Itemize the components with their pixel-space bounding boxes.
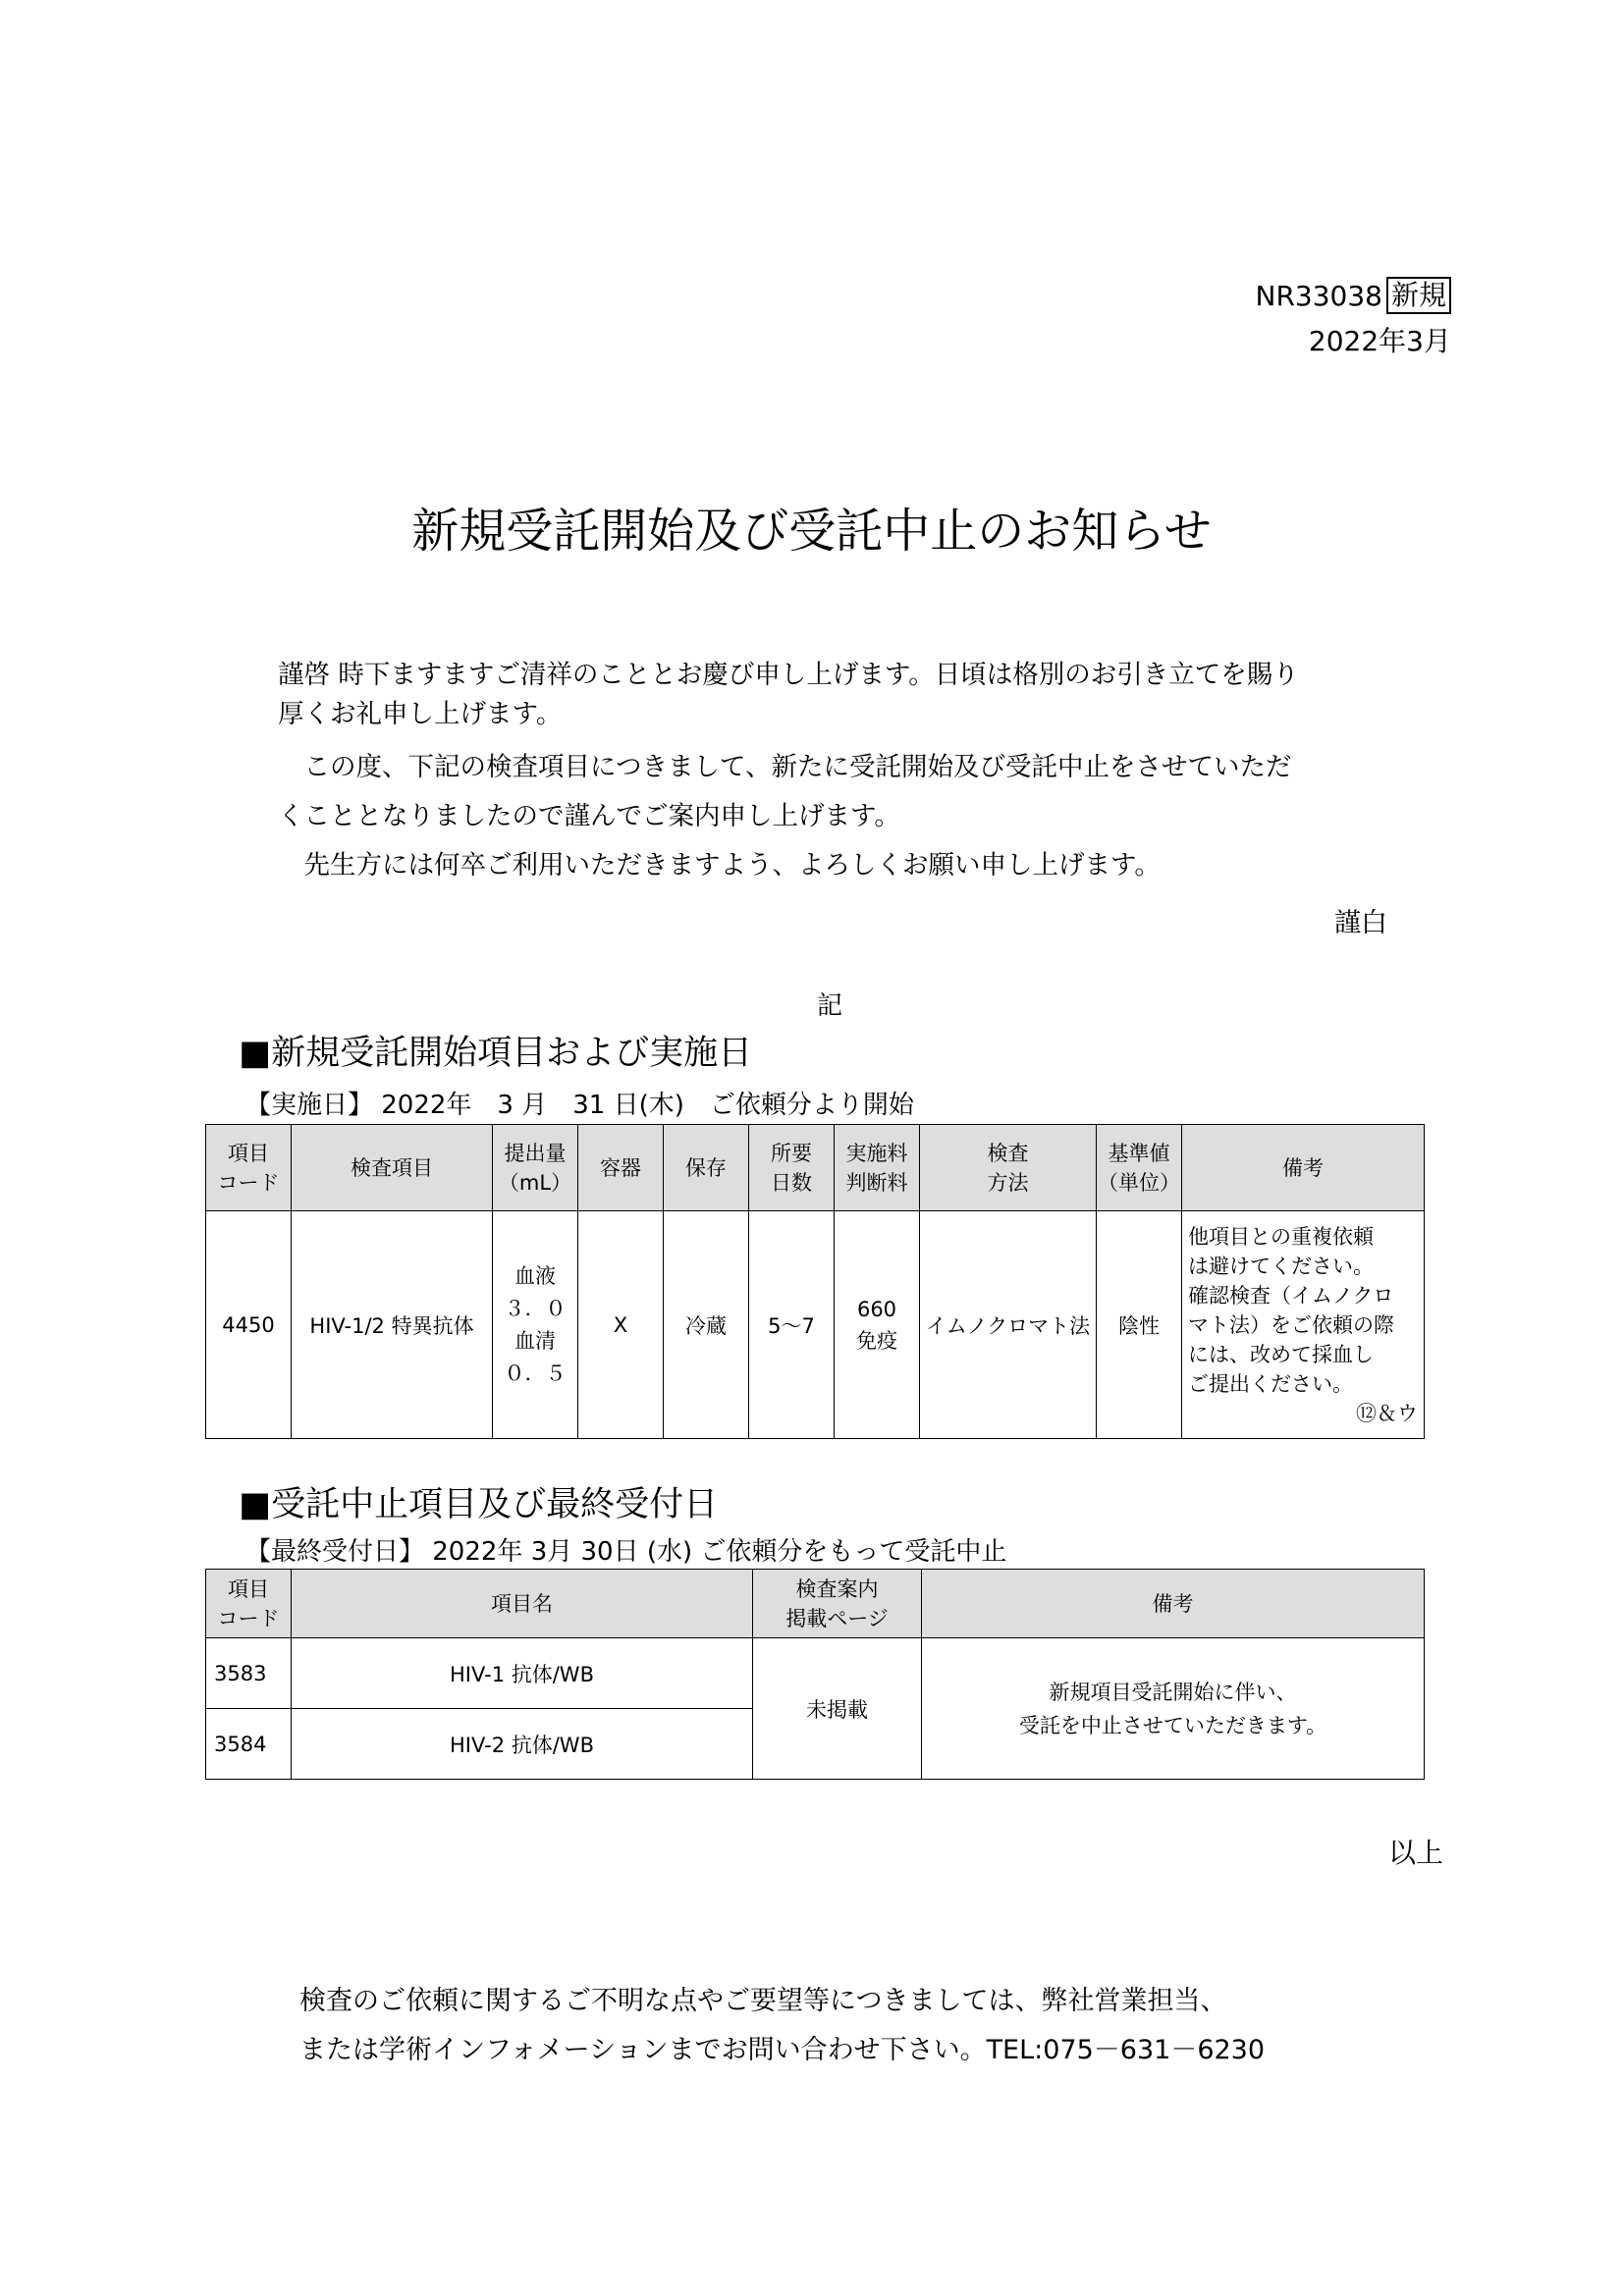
remarks-code: ⑫＆ウ xyxy=(1356,1401,1418,1425)
col-header-fee: 実施料 判断料 xyxy=(835,1125,920,1211)
discontinued-items-table xyxy=(205,1569,1425,1780)
cell-remarks: 他項目との重複依頼 は避けてください。 確認検査（イムノクロ マト法）をご依頼の際 には、改めて採血し ご提出ください。 ⑫＆ウ xyxy=(1182,1211,1425,1439)
document-id xyxy=(1256,277,1452,314)
col-header-days: 所要 日数 xyxy=(749,1125,835,1211)
last-date-note: 【最終受付日】 2022年 3月 30日 (水) ご依頼分をもって受託中止 xyxy=(245,1537,1007,1567)
table-header-row xyxy=(206,1125,1425,1211)
ki-mark: 記 xyxy=(817,991,843,1021)
cell-item: HIV-1/2 特異抗体 xyxy=(292,1211,493,1439)
cell-fee: 660 免疫 xyxy=(835,1211,920,1439)
col-header-remarks: 備考 xyxy=(922,1570,1425,1638)
cell-storage: 冷蔵 xyxy=(664,1211,749,1439)
table-row xyxy=(206,1211,1425,1439)
new-items-table xyxy=(205,1124,1425,1439)
cell-code: 4450 xyxy=(206,1211,292,1439)
cell-reference: 陰性 xyxy=(1097,1211,1182,1439)
footer-line: または学術インフォメーションまでお問い合わせ下さい。TEL:075－631－6230 xyxy=(299,2035,1266,2065)
col-header-code: 項目 コード xyxy=(206,1570,292,1638)
table-row xyxy=(206,1638,1425,1709)
cell-remarks: 新規項目受託開始に伴い、 受託を中止させていただきます。 xyxy=(922,1638,1425,1780)
body-line: この度、下記の検査項目につきまして、新たに受託開始及び受託中止をさせていただ xyxy=(278,752,1292,782)
col-header-code: 項目 コード xyxy=(206,1125,292,1211)
body-line: 厚くお礼申し上げます。 xyxy=(278,699,563,729)
col-header-volume: 提出量 （mL） xyxy=(493,1125,578,1211)
body-line: 先生方には何卒ご利用いただきますよう、よろしくお願い申し上げます。 xyxy=(278,850,1161,881)
cell-page: 未掲載 xyxy=(753,1638,922,1780)
section-heading-new: ■新規受託開始項目および実施日 xyxy=(239,1034,753,1073)
closing-word: 謹白 xyxy=(1334,908,1387,938)
contact-footer xyxy=(299,1981,1478,2071)
col-header-container: 容器 xyxy=(578,1125,664,1211)
cell-name: HIV-1 抗体/WB xyxy=(292,1638,753,1709)
page-title: 新規受託開始及び受託中止のお知らせ xyxy=(411,504,1212,559)
cell-code: 3584 xyxy=(206,1709,292,1780)
greeting-paragraph xyxy=(278,656,1397,885)
document-number: NR33038 xyxy=(1255,279,1382,312)
col-header-storage: 保存 xyxy=(664,1125,749,1211)
cell-name: HIV-2 抗体/WB xyxy=(292,1709,753,1780)
cell-code: 3583 xyxy=(206,1638,292,1709)
cell-container: X xyxy=(578,1211,664,1439)
end-mark: 以上 xyxy=(1387,1837,1443,1869)
table-header-row xyxy=(206,1570,1425,1638)
section-heading-discontinued: ■受託中止項目及び最終受付日 xyxy=(239,1485,719,1524)
issue-date: 2022年3月 xyxy=(1308,325,1451,357)
cell-method: イムノクロマト法 xyxy=(920,1211,1097,1439)
new-badge: 新規 xyxy=(1386,277,1451,314)
col-header-item: 検査項目 xyxy=(292,1125,493,1211)
cell-days: 5〜7 xyxy=(749,1211,835,1439)
col-header-page: 検査案内 掲載ページ xyxy=(753,1570,922,1638)
col-header-remarks: 備考 xyxy=(1182,1125,1425,1211)
cell-volume: 血液 ３．０ 血清 ０．５ xyxy=(493,1211,578,1439)
col-header-reference: 基準値 （単位） xyxy=(1097,1125,1182,1211)
start-date-note: 【実施日】 2022年 3 月 31 日(木) ご依頼分より開始 xyxy=(245,1091,914,1120)
footer-line: 検査のご依頼に関するご不明な点やご要望等につきましては、弊社営業担当、 xyxy=(299,1986,1227,2016)
body-line: 謹啓 時下ますますご清祥のこととお慶び申し上げます。日頃は格別のお引き立てを賜り xyxy=(278,660,1299,690)
col-header-name: 項目名 xyxy=(292,1570,753,1638)
body-line: くこととなりましたので謹んでご案内申し上げます。 xyxy=(278,801,900,831)
col-header-method: 検査 方法 xyxy=(920,1125,1097,1211)
